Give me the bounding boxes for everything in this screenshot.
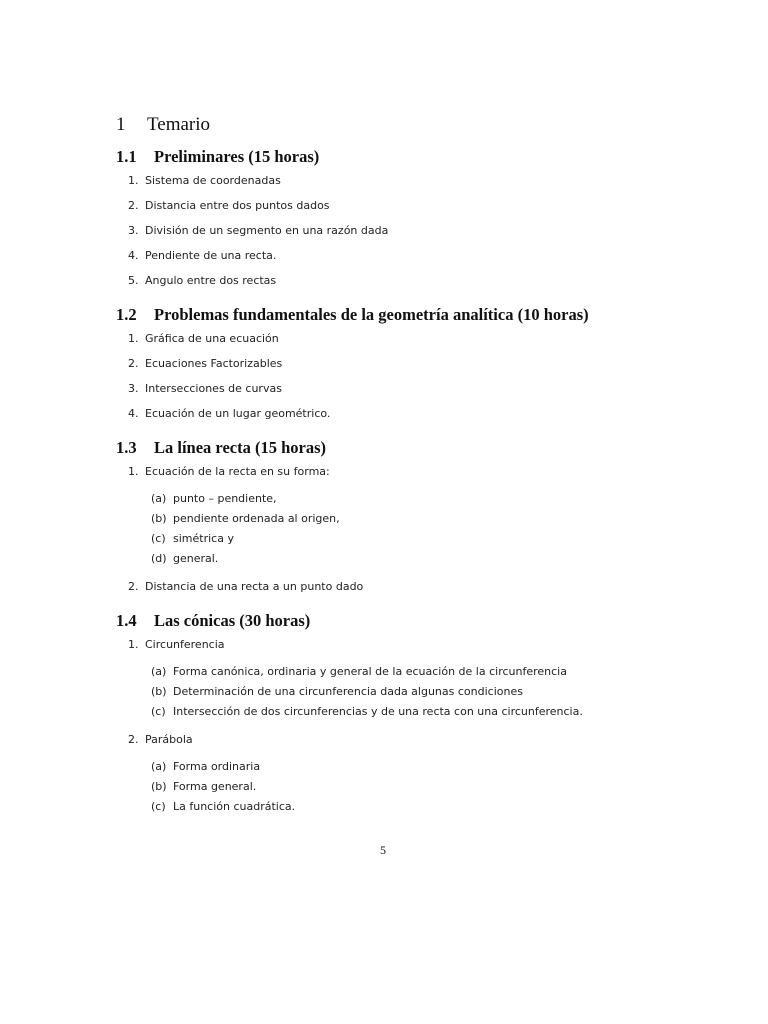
list-item (128, 580, 363, 593)
subitem-label: (c) (151, 705, 166, 718)
list-item (128, 274, 276, 287)
list-item (128, 465, 330, 478)
section-heading (116, 305, 589, 325)
subitem-label: (a) (151, 492, 167, 505)
list-item (128, 733, 193, 746)
subitem-text: Forma general. (173, 780, 257, 793)
subitem-text: Forma canónica, ordinaria y general de la ecuación de la circunferencia (173, 665, 567, 678)
section-title: Preliminares (15 horas) (154, 147, 320, 166)
page-number: 5 (380, 843, 386, 857)
section-number: 1.1 (116, 147, 137, 166)
item-text: Ecuación de un lugar geométrico. (145, 407, 331, 420)
sub-list-item (151, 665, 567, 678)
chapter-number: 1 (116, 114, 126, 135)
subitem-text: general. (173, 552, 219, 565)
section-number: 1.3 (116, 438, 137, 457)
item-number: 2. (128, 199, 139, 212)
sub-list-item (151, 685, 523, 698)
subitem-label: (b) (151, 685, 167, 698)
item-number: 1. (128, 465, 139, 478)
item-text: Gráfica de una ecuación (145, 332, 279, 345)
subitem-label: (a) (151, 665, 167, 678)
section-title: Problemas fundamentales de la geometría analítica (10 horas) (154, 305, 589, 324)
item-text: Ecuaciones Factorizables (145, 357, 283, 370)
section-number: 1.2 (116, 305, 137, 324)
list-item (128, 224, 388, 237)
chapter-heading (116, 114, 210, 136)
list-item (128, 638, 225, 651)
subitem-text: Intersección de dos circunferencias y de una recta con una circunferencia. (173, 705, 583, 718)
item-number: 3. (128, 382, 139, 395)
item-number: 1. (128, 174, 139, 187)
item-text: Circunferencia (145, 638, 225, 651)
item-number: 2. (128, 580, 139, 593)
section-heading (116, 147, 319, 167)
item-number: 4. (128, 407, 139, 420)
item-number: 2. (128, 357, 139, 370)
item-number: 5. (128, 274, 139, 287)
sub-list-item (151, 532, 234, 545)
item-text: Ecuación de la recta en su forma: (145, 465, 330, 478)
section-number: 1.4 (116, 611, 137, 630)
section-heading (116, 438, 326, 458)
sub-list-item (151, 552, 218, 565)
item-text: Sistema de coordenadas (145, 174, 281, 187)
item-number: 1. (128, 332, 139, 345)
list-item (128, 382, 282, 395)
item-number: 2. (128, 733, 139, 746)
subitem-label: (d) (151, 552, 167, 565)
item-text: Distancia de una recta a un punto dado (145, 580, 364, 593)
item-number: 4. (128, 249, 139, 262)
sub-list-item (151, 512, 340, 525)
item-text: Distancia entre dos puntos dados (145, 199, 330, 212)
list-item (128, 332, 279, 345)
list-item (128, 407, 330, 420)
item-number: 1. (128, 638, 139, 651)
section-title: Las cónicas (30 horas) (154, 611, 311, 630)
subitem-text: Determinación de una circunferencia dada algunas condiciones (173, 685, 523, 698)
item-text: Pendiente de una recta. (145, 249, 277, 262)
item-text: División de un segmento en una razón dada (145, 224, 389, 237)
sub-list-item (151, 780, 256, 793)
sub-list-item (151, 800, 295, 813)
subitem-text: La función cuadrática. (173, 800, 296, 813)
subitem-text: punto – pendiente, (173, 492, 277, 505)
section-heading (116, 611, 310, 631)
subitem-label: (a) (151, 760, 167, 773)
list-item (128, 199, 330, 212)
sub-list-item (151, 492, 277, 505)
subitem-text: simétrica y (173, 532, 234, 545)
list-item (128, 174, 281, 187)
subitem-text: Forma ordinaria (173, 760, 261, 773)
section-title: La línea recta (15 horas) (154, 438, 327, 457)
chapter-title: Temario (147, 114, 211, 135)
subitem-label: (c) (151, 532, 166, 545)
item-text: Angulo entre dos rectas (145, 274, 277, 287)
subitem-text: pendiente ordenada al origen, (173, 512, 340, 525)
list-item (128, 249, 276, 262)
sub-list-item (151, 760, 260, 773)
list-item (128, 357, 282, 370)
item-text: Parábola (145, 733, 193, 746)
subitem-label: (b) (151, 780, 167, 793)
item-number: 3. (128, 224, 139, 237)
subitem-label: (b) (151, 512, 167, 525)
subitem-label: (c) (151, 800, 166, 813)
sub-list-item (151, 705, 583, 718)
item-text: Intersecciones de curvas (145, 382, 282, 395)
